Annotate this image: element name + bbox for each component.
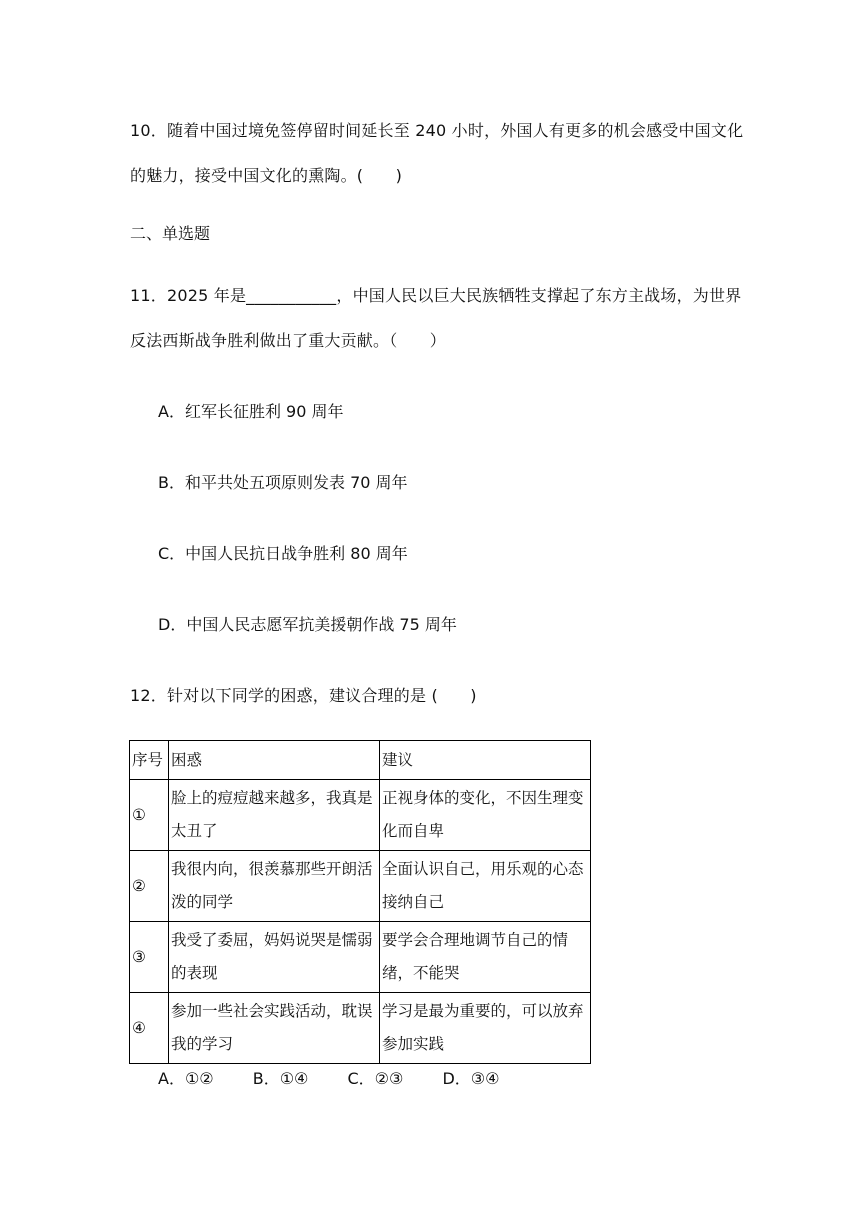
table-cell-number: ③ xyxy=(130,922,169,993)
table-cell-advice: 学习是最为重要的，可以放弃参加实践 xyxy=(380,993,591,1064)
q10-line2: 的魅力，接受中国文化的熏陶。( ) xyxy=(130,166,403,185)
q10-line1: 10．随着中国过境免签停留时间延长至 240 小时，外国人有更多的机会感受中国文化 xyxy=(130,121,744,140)
q12-table xyxy=(129,740,591,1064)
q12-options xyxy=(158,1066,499,1089)
table-row xyxy=(130,922,591,993)
q11-line1: 11．2025 年是___________，中国人民以巨大民族牺牲支撑起了东方主战场，为世界 xyxy=(130,286,742,305)
table-cell-doubt: 脸上的痘痘越来越多，我真是太丑了 xyxy=(169,780,380,851)
q11-option-a[interactable]: A．红军长征胜利 90 周年 xyxy=(158,402,344,421)
table-row xyxy=(130,851,591,922)
table-header-row xyxy=(130,741,591,780)
q12-stem: 12．针对以下同学的困惑，建议合理的是 ( ) xyxy=(130,686,477,705)
table-cell-number: ① xyxy=(130,780,169,851)
q11-option-b[interactable]: B．和平共处五项原则发表 70 周年 xyxy=(158,473,408,492)
table-cell-number: ② xyxy=(130,851,169,922)
q12-option-d[interactable]: D．③④ xyxy=(442,1069,500,1088)
table-row xyxy=(130,993,591,1064)
table-cell-doubt: 参加一些社会实践活动，耽误我的学习 xyxy=(169,993,380,1064)
q11-line2: 反法西斯战争胜利做出了重大贡献。（ ） xyxy=(130,331,447,350)
q12-option-a[interactable]: A．①② xyxy=(158,1069,214,1088)
table-row xyxy=(130,780,591,851)
table-cell-advice: 正视身体的变化，不因生理变化而自卑 xyxy=(380,780,591,851)
section-heading-single-choice: 二、单选题 xyxy=(130,224,211,243)
table-header-cell: 序号 xyxy=(130,741,169,780)
q11-option-c[interactable]: C．中国人民抗日战争胜利 80 周年 xyxy=(158,544,408,563)
table-header-cell: 困惑 xyxy=(169,741,380,780)
q12-option-c[interactable]: C．②③ xyxy=(347,1069,404,1088)
q11-option-d[interactable]: D．中国人民志愿军抗美援朝作战 75 周年 xyxy=(158,615,457,634)
q12-option-b[interactable]: B．①④ xyxy=(252,1069,309,1088)
table-header-cell: 建议 xyxy=(380,741,591,780)
table-cell-advice: 要学会合理地调节自己的情绪，不能哭 xyxy=(380,922,591,993)
table-cell-advice: 全面认识自己，用乐观的心态接纳自己 xyxy=(380,851,591,922)
table-cell-doubt: 我受了委屈，妈妈说哭是懦弱的表现 xyxy=(169,922,380,993)
table-cell-doubt: 我很内向，很羡慕那些开朗活泼的同学 xyxy=(169,851,380,922)
table-cell-number: ④ xyxy=(130,993,169,1064)
